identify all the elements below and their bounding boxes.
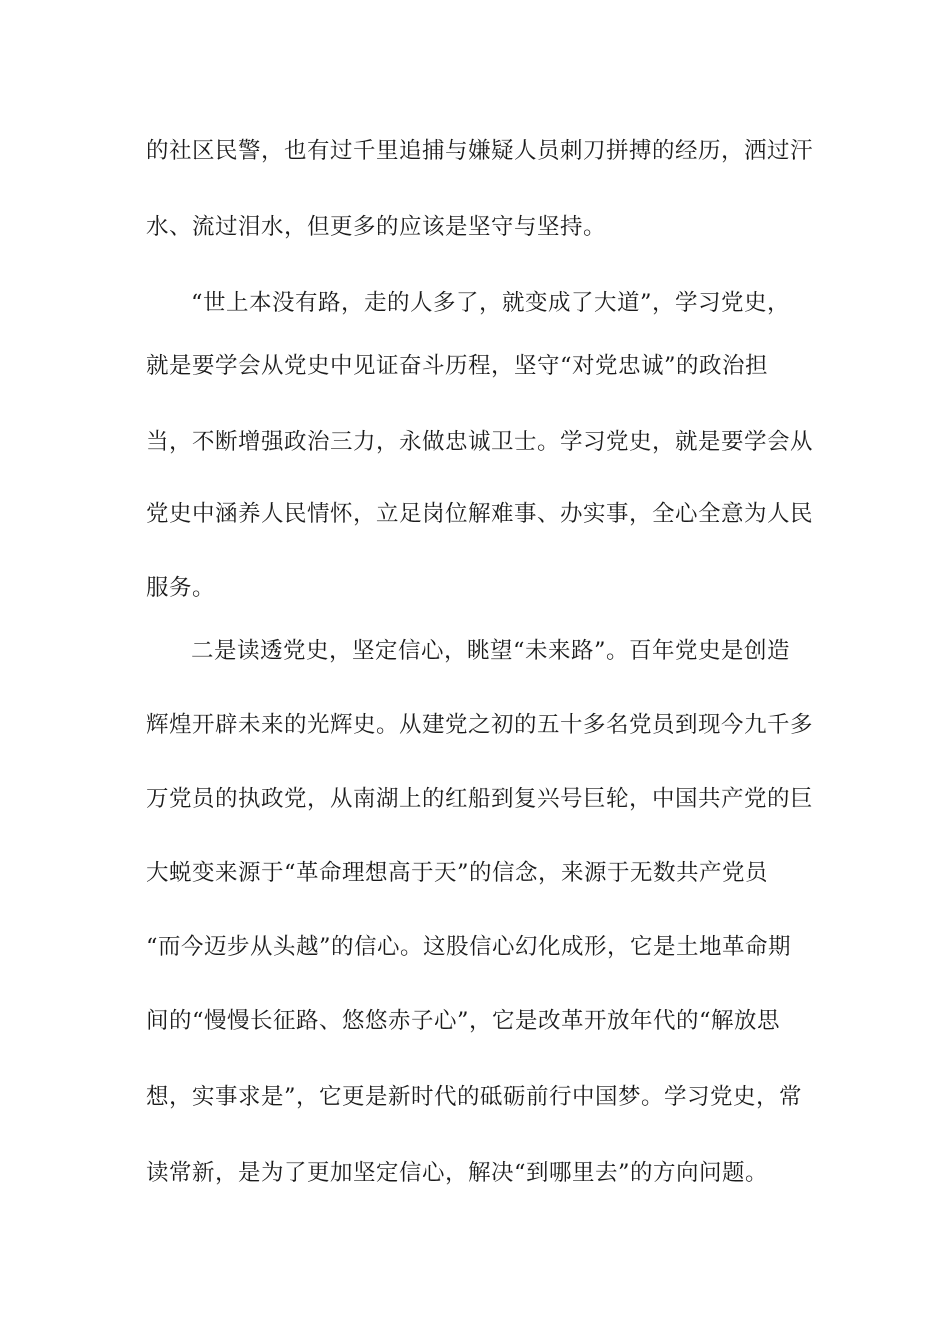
text-line: 当，不断增强政治三力，永做忠诚卫士。学习党史，就是要学会从 xyxy=(146,429,814,455)
text-line: 水、流过泪水，但更多的应该是坚守与坚持。 xyxy=(146,214,607,240)
text-line: 大蜕变来源于“革命理想高于天”的信念，来源于无数共产党员 xyxy=(146,860,769,886)
text-line: 间的“慢慢长征路、悠悠赤子心”，它是改革开放年代的“解放思 xyxy=(146,1008,781,1034)
paragraph-start-line: 二是读透党史，坚定信心，眺望“未来路”。百年党史是创造 xyxy=(191,638,791,664)
text-line: 辉煌开辟未来的光辉史。从建党之初的五十多名党员到现今九千多 xyxy=(146,712,814,738)
text-line: 就是要学会从党史中见证奋斗历程，坚守“对党忠诚”的政治担 xyxy=(146,353,769,379)
text-line: 党史中涵养人民情怀，立足岗位解难事、办实事，全心全意为人民 xyxy=(146,501,814,527)
text-line: 想，实事求是”，它更是新时代的砥砺前行中国梦。学习党史，常 xyxy=(146,1084,803,1110)
text-line: 万党员的执政党，从南湖上的红船到复兴号巨轮，中国共产党的巨 xyxy=(146,786,814,812)
text-line: 读常新，是为了更加坚定信心，解决“到哪里去”的方向问题。 xyxy=(146,1160,769,1186)
text-line: 的社区民警，也有过千里追捕与嫌疑人员刺刀拼搏的经历，洒过汗 xyxy=(146,138,814,164)
paragraph-start-line: “世上本没有路，走的人多了，就变成了大道”，学习党史， xyxy=(191,290,791,316)
text-line: 服务。 xyxy=(146,575,216,601)
text-line: “而今迈步从头越”的信心。这股信心幻化成形，它是土地革命期 xyxy=(146,934,792,960)
